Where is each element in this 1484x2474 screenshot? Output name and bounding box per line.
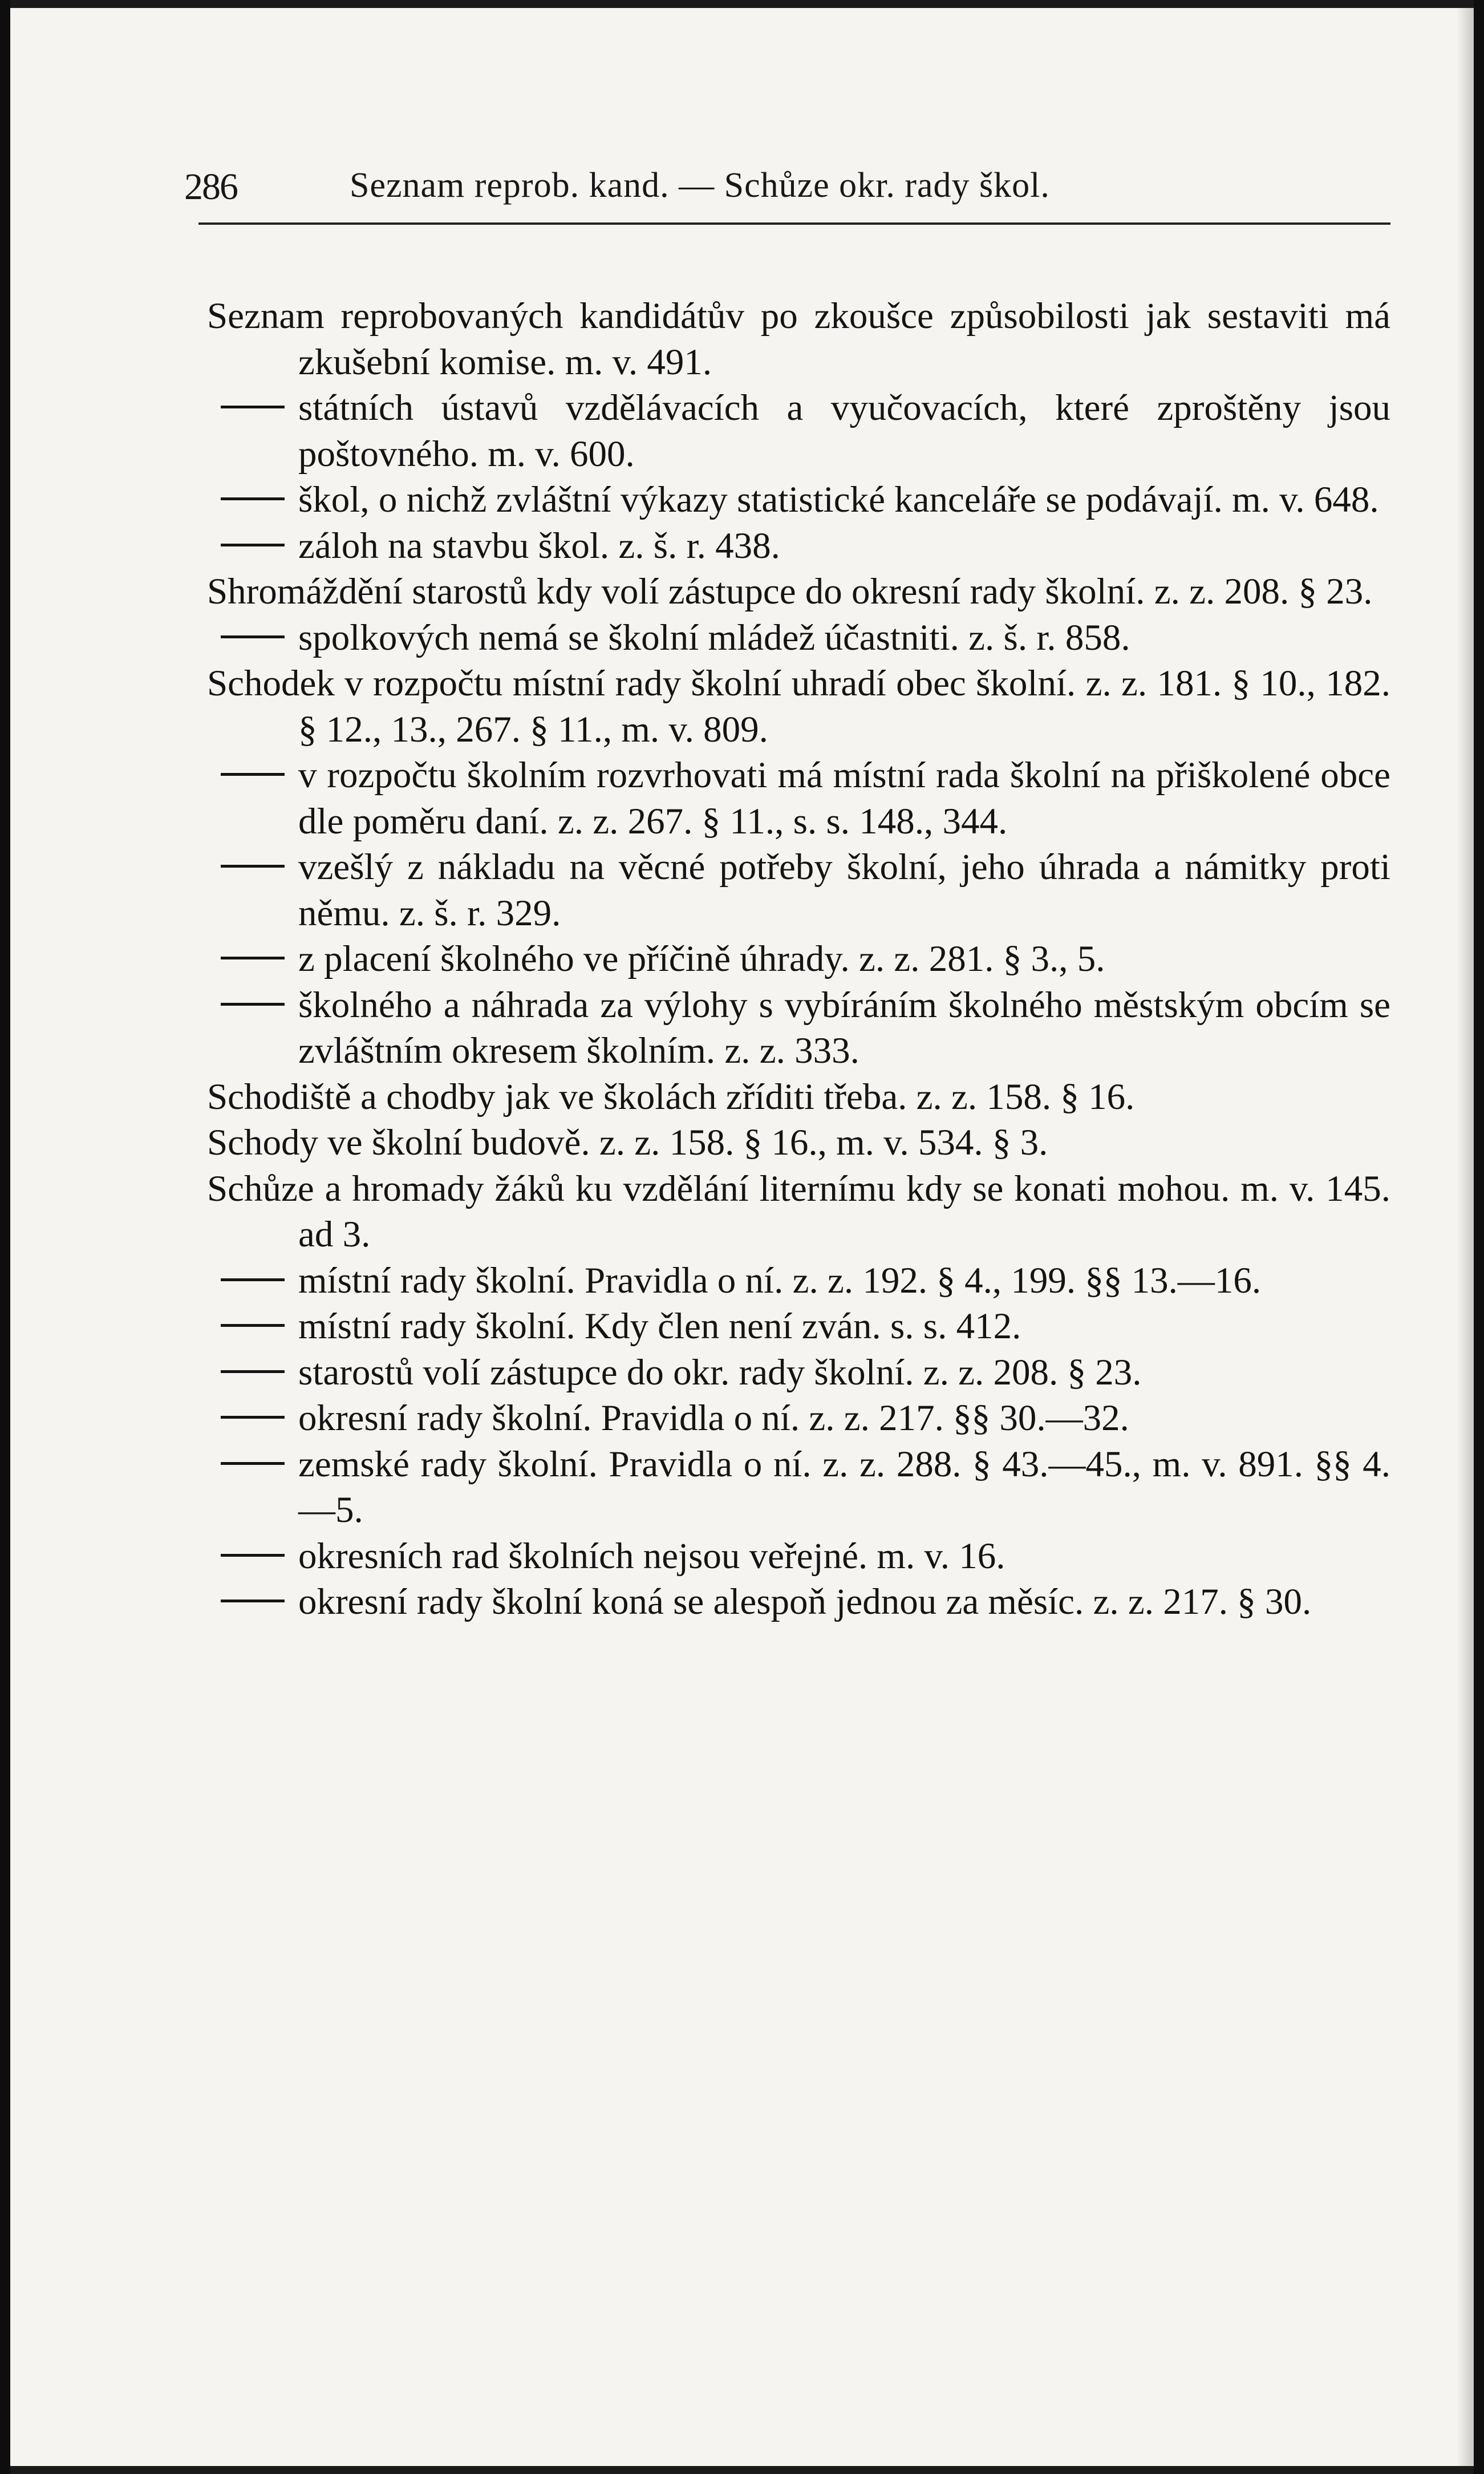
index-entry: Schodiště a chodby jak ve školách zříditi třeba. z. z. 158. § 16.	[207, 1076, 1135, 1117]
em-dash	[207, 1303, 298, 1350]
em-dash	[207, 615, 298, 661]
running-title: Seznam reprob. kand. — Schůze okr. rady škol.	[350, 166, 1050, 205]
page-gutter-shadow	[1457, 8, 1474, 2466]
index-entry: Schůze a hromady žáků ku vzdělání liternímu kdy se konati mohou. m. v. 145. ad 3.	[207, 1168, 1390, 1255]
index-subentry: místní rady školní. Pravidla o ní. z. z. 192. § 4., 199. §§ 13.—16.	[207, 1258, 1390, 1304]
em-dash	[207, 1258, 298, 1304]
index-subentry: okresní rady školní. Pravidla o ní. z. z. 217. §§ 30.—32.	[207, 1395, 1390, 1442]
em-dash	[207, 1442, 298, 1488]
em-dash	[207, 477, 298, 523]
index-subentry: místní rady školní. Kdy člen není zván. s. s. 412.	[207, 1303, 1390, 1350]
em-dash	[207, 936, 298, 982]
index-subentry: okresních rad školních nejsou veřejné. m. v. 16.	[207, 1533, 1390, 1580]
em-dash	[207, 523, 298, 569]
em-dash	[207, 844, 298, 890]
index-entry: Shromáždění starostů kdy volí zástupce do okresní rady školní. z. z. 208. § 23.	[207, 571, 1373, 612]
scan-border-right	[1474, 0, 1484, 2474]
index-subentry: škol, o nichž zvláštní výkazy statistické kanceláře se podávají. m. v. 648.	[207, 477, 1390, 523]
em-dash	[207, 1579, 298, 1625]
running-header	[184, 165, 1388, 217]
em-dash	[207, 385, 298, 431]
index-entry: Seznam reprobovaných kandidátův po zkoušce způsobilosti jak sestaviti má zkušební komise. m. v. 491.	[207, 295, 1390, 383]
em-dash	[207, 1350, 298, 1396]
scan-border-left	[0, 0, 10, 2474]
book-page	[10, 8, 1474, 2466]
em-dash	[207, 1395, 298, 1442]
index-list	[207, 293, 1390, 1625]
index-subentry: záloh na stavbu škol. z. š. r. 438.	[207, 523, 1390, 569]
index-subentry: okresní rady školní koná se alespoň jednou za měsíc. z. z. 217. § 30.	[207, 1579, 1390, 1625]
em-dash	[207, 1533, 298, 1580]
index-subentry: školného a náhrada za výlohy s vybíráním školného městským obcím se zvláštním okresem školním. z. z. 333.	[207, 982, 1390, 1074]
page-number: 286	[184, 166, 237, 208]
em-dash	[207, 982, 298, 1029]
index-subentry: vzešlý z nákladu na věcné potřeby školní, jeho úhrada a námitky proti němu. z. š. r. 329.	[207, 844, 1390, 936]
em-dash	[207, 752, 298, 799]
index-entry: Schody ve školní budově. z. z. 158. § 16., m. v. 534. § 3.	[207, 1122, 1048, 1163]
index-subentry: spolkových nemá se školní mládež účastniti. z. š. r. 858.	[207, 615, 1390, 661]
header-rule	[198, 222, 1390, 225]
index-subentry: z placení školného ve příčině úhrady. z. z. 281. § 3., 5.	[207, 936, 1390, 982]
index-subentry: zemské rady školní. Pravidla o ní. z. z. 288. § 43.—45., m. v. 891. §§ 4.—5.	[207, 1442, 1390, 1533]
index-subentry: státních ústavů vzdělávacích a vyučovacích, které zproštěny jsou poštovného. m. v. 600.	[207, 385, 1390, 477]
index-subentry: v rozpočtu školním rozvrhovati má místní rada školní na přiškolené obce dle poměru daní. z. z. 267. § 11., s. s. 148., 344.	[207, 752, 1390, 844]
index-subentry: starostů volí zástupce do okr. rady školní. z. z. 208. § 23.	[207, 1350, 1390, 1396]
index-entry: Schodek v rozpočtu místní rady školní uhradí obec školní. z. z. 181. § 10., 182. § 12., 13., 267. § 11., m. v. 809.	[207, 663, 1390, 750]
